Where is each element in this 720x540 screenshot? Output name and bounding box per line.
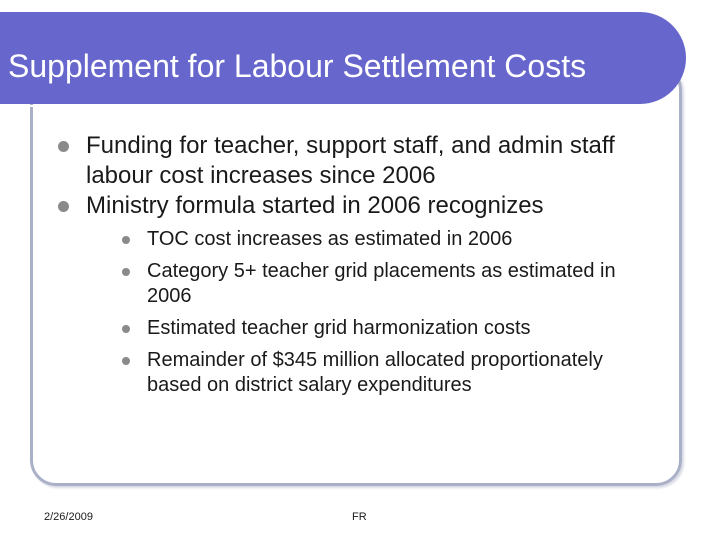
- bullet-text: Ministry formula started in 2006 recognizes: [86, 192, 544, 219]
- bullet-dot-icon: [58, 141, 69, 152]
- sub-bullet-text: Estimated teacher grid harmonization costs: [147, 317, 531, 339]
- sub-bullet-dot-icon: [122, 236, 130, 244]
- sub-bullet-dot-icon: [122, 325, 130, 333]
- sub-bullet-dot-icon: [122, 268, 130, 276]
- footer-label: FR: [352, 511, 367, 523]
- bullet-dot-icon: [58, 201, 69, 212]
- bullet-item: [58, 131, 658, 191]
- sub-bullet-text: Remainder of $345 million allocated proportionately based on district salary expenditures: [147, 349, 603, 396]
- slide-title: Supplement for Labour Settlement Costs: [8, 48, 587, 84]
- bullet-list: [58, 131, 658, 405]
- title-underline: [0, 105, 638, 107]
- sub-bullet-text: Category 5+ teacher grid placements as estimated in 2006: [147, 260, 616, 307]
- sub-bullet-item: [86, 348, 658, 398]
- sub-bullet-list: [86, 227, 658, 398]
- sub-bullet-item: [86, 227, 658, 252]
- bullet-text: Funding for teacher, support staff, and admin staff labour cost increases since 2006: [86, 132, 615, 189]
- sub-bullet-item: [86, 316, 658, 341]
- sub-bullet-dot-icon: [122, 357, 130, 365]
- bullet-item: [58, 191, 658, 398]
- sub-bullet-text: TOC cost increases as estimated in 2006: [147, 228, 513, 250]
- footer-date: 2/26/2009: [44, 511, 93, 523]
- sub-bullet-item: [86, 259, 658, 309]
- title-banner: [0, 12, 686, 104]
